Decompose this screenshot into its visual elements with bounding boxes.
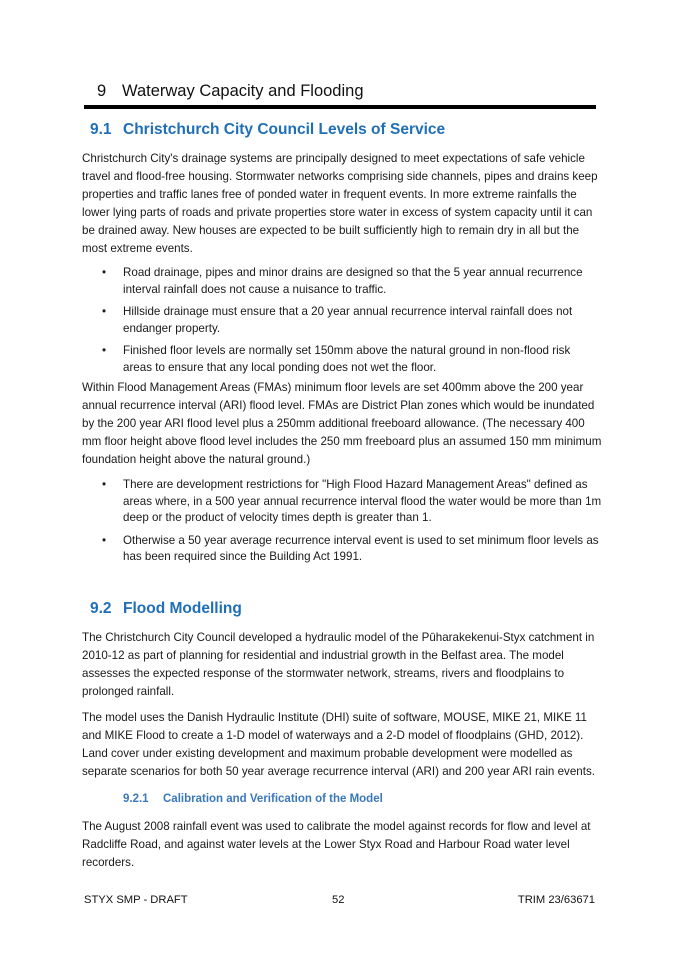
list-item [82,304,602,337]
bullet-icon: • [102,478,107,491]
list-item-text: Road drainage, pipes and minor drains are designed so that the 5 year annual recurrence interval rainfall does not cause a nuisance to traffic. [123,266,583,296]
section-number: 9.1 [90,121,112,138]
section-title: Flood Modelling [123,600,242,617]
chapter-title: Waterway Capacity and Flooding [122,82,364,100]
paragraph-flood-management-areas: Within Flood Management Areas (FMAs) minimum floor levels are set 400mm above the 200 year annual recurrence interval (ARI) flood level. FMAs are District Plan zones which would be inundated by the 200 year ARI flood level plus a 250mm additional freeboard allowance. (The necessary 400 mm floor height above flood level includes the 250 mm freeboard plus an assumed 150 mm minimum foundation height above the natural ground.) [82,381,602,466]
footer-document-title: STYX SMP - DRAFT [84,894,188,906]
chapter-number: 9 [97,82,107,100]
list-item [82,477,602,527]
bullet-icon: • [102,305,107,318]
list-item-text: There are development restrictions for "High Flood Hazard Management Areas" defined as areas where, in a 500 year annual recurrence interval flood the water would be more than 1m deep or the product of velocity times depth is greater than 1. [123,478,602,524]
bullet-icon: • [102,533,107,547]
section-number: 9.2 [90,600,112,617]
list-item [82,343,602,376]
paragraph-dhi-software: The model uses the Danish Hydraulic Institute (DHI) suite of software, MOUSE, MIKE 21, MIKE 11 and MIKE Flood to create a 1-D model of waterways and a 2-D model of floodplains (GHD, 2012). Land cover under existing development and maximum probable development were modelled as separate scenarios for both 50 year average recurrence interval (ARI) and 200 year ARI rain events. [82,711,595,778]
bullet-icon: • [102,344,107,357]
section-title: Christchurch City Council Levels of Service [123,121,446,138]
bullet-list-development-restrictions [82,477,602,566]
section-heading-9-2 [90,600,242,618]
subsection-number: 9.2.1 [123,793,149,805]
list-item-text: Otherwise a 50 year average recurrence interval event is used to set minimum floor levels as has been required since the Building Act 1991. [123,533,599,563]
paragraph-drainage-intro: Christchurch City's drainage systems are principally designed to meet expectations of safe vehicle travel and flood-free housing. Stormwater networks comprising side channels, pipes and drains keep properties and traffic lanes free of ponded water in frequent events. In more extreme rainfalls the lower lying parts of roads and private properties store water in excess of system capacity until it can be drained away. New houses are expected to be built sufficiently high to remain dry in all but the most extreme events. [82,152,598,255]
footer-trim-reference: TRIM 23/63671 [517,894,595,906]
subsection-title: Calibration and Verification of the Model [163,793,383,805]
section-heading-9-1 [90,121,445,139]
paragraph-hydraulic-model: The Christchurch City Council developed a hydraulic model of the Pūharakekenui-Styx catchment in 2010-12 as part of planning for residential and industrial growth in the Belfast area. The model assesses the expected response of the stormwater network, streams, rivers and floodplains to prolonged rainfall. [82,631,595,698]
list-item-text: Finished floor levels are normally set 150mm above the natural ground in non-flood risk areas to ensure that any local ponding does not wet the floor. [123,344,571,374]
bullet-list-design-standards [82,265,602,376]
bullet-icon: • [102,266,107,279]
list-item [82,533,602,566]
list-item [82,265,602,298]
footer-page-number: 52 [332,894,345,906]
list-item-text: Hillside drainage must ensure that a 20 year annual recurrence interval rainfall does not endanger property. [123,305,573,335]
paragraph-calibration: The August 2008 rainfall event was used to calibrate the model against records for flow and level at Radcliffe Road, and against water levels at the Lower Styx Road and Harbour Road water level recorders. [82,820,591,869]
chapter-heading [97,82,364,101]
subsection-heading-9-2-1 [123,793,383,805]
chapter-rule [84,105,596,109]
